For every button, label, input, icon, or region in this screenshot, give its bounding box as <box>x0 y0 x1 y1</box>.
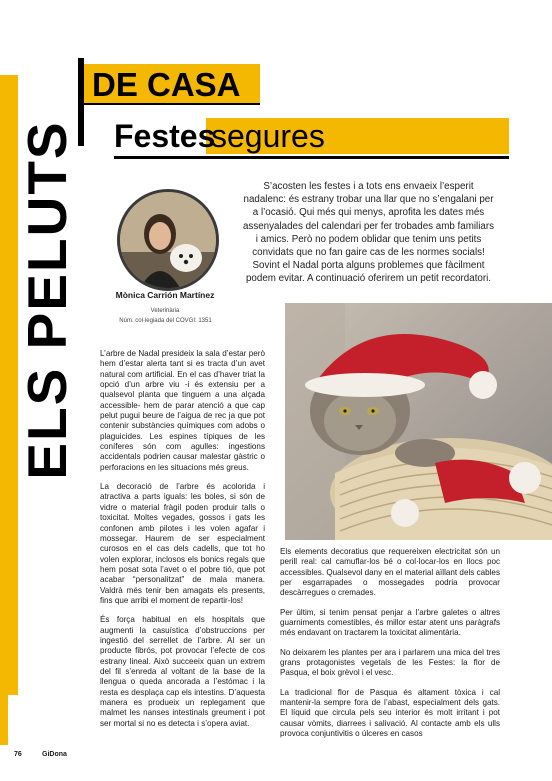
author-name: Mònica Carrión Martínez <box>115 290 215 300</box>
author-portrait-image <box>120 192 216 288</box>
section-label-text: ELS PELUTS <box>16 120 78 480</box>
title-underline <box>114 156 509 159</box>
author-role: Veterinària <box>150 308 180 314</box>
right-paragraph: Els elements decoratius que requereixen electricitat són un perill real: cal camuflar-los bé o col·locar-los en llocs poc accessibles. Qualsevol dany en el material aïllant dels cables per esgarrapades o mossegades podria provocar descàrregues o cremades. <box>280 547 500 598</box>
title-light: segures <box>211 118 325 154</box>
section-label <box>12 120 82 480</box>
intro-paragraph: S’acosten les festes i a tots ens envaeix l’esperit nadalenc: és estrany trobar una llar que no s’engalani per a l’ocasió. Qui més qui menys, aprofita les dates més assenyalades del calendari per fer trobades amb familiars i amics. Però no podem oblidar que tenim uns petits convidats que no fan gaire cas de les normes socials! Sovint el Nadal porta alguns problemes que fàcilment podem evitar. A continuació oferirem un petit recordatori. <box>242 181 495 285</box>
left-paragraph: L’arbre de Nadal presideix la sala d’estar però hem d’estar alerta tant si es tracta d’un avet natural com artificial. En el cas d’haver triat la opció d’un arbre viu -i és extensiu per a qualsevol planta que tinguem a una alçada accessible- hem de parar atenció a que cap pelut pugui beure de l’aigua de rec ja que pot contenir substàncies químiques com adobs o plaguicides. Les espines típiques de les coníferes són com agulles: ingestions accidentals podrien causar malestar gàstric o perforacions en les situacions més greus. <box>100 349 265 472</box>
category-label: DE CASA <box>92 66 241 103</box>
page-number: 76 <box>14 751 22 758</box>
cat-photo <box>285 303 552 540</box>
cat-in-basket-image <box>285 303 552 540</box>
right-paragraph: No deixarem les plantes per ara i parlarem una mica del tres grans protagonistes vegetals de les Festes: la flor de Pasqua, el boix grèvol i el vesc. <box>280 647 500 678</box>
category-underline <box>84 103 260 105</box>
author-photo <box>117 189 219 291</box>
left-column <box>100 349 265 738</box>
left-paragraph: És força habitual en els hospitals que augmenti la casuística d’obstruccions per ingestió del serrellet de l’arbre. Al ser un producte fibrós, pot provocar l’efecte de cos estrany lineal. Això succeeix quan un extrem del fil s’enreda al voltant de la base de la llengua o queda ancorada a l’estómac i la resta es desplaça cap els intestins. D’aquesta manera es produeix un replegament que malmet les nanses intestinals greument i pot ser mortal si no es detecta i s’opera aviat. <box>100 615 265 728</box>
right-column <box>280 547 500 749</box>
accent-band-lower <box>0 695 8 745</box>
left-paragraph: La decoració de l’arbre és acolorida i atractiva a parts iguals: les boles, si són de vidre o material fràgil poden produir talls o toxicitat. Moltes vegades, gossos i gats les confonen amb pilotes i les volen agafar i mossegar. Haurem de ser especialment curosos en el cas dels cadells, que tot ho volen explorar, inclosos els bonics regals que hem posat sota l’avet o el pobre tió, que pot acabar “personalitzat” de mala manera. Valdrà més tenir ben amagats els presents, fins que arribi el moment de repartir-los! <box>100 482 265 605</box>
author-registration: Núm. col·legiada del COVGI: 1351 <box>119 318 212 324</box>
right-paragraph: La tradicional flor de Pasqua és altament tòxica i cal mantenir-la sempre fora de l’abast, especialment dels gats. El líquid que circula pels seu interior és molt irritant i pot causar vòmits, diarrees i salivació. Al contacte amb els ulls provoca conjuntivitis o úlceres en casos <box>280 687 500 739</box>
magazine-name: GiDona <box>42 751 67 758</box>
right-paragraph: Per últim, si tenim pensat penjar a l’arbre galetes o altres guarniments comestibles, és millor estar atent uns paràgrafs més endavant on tractarem la toxicitat alimentària. <box>280 607 500 638</box>
title-bold: Festes <box>114 118 216 154</box>
